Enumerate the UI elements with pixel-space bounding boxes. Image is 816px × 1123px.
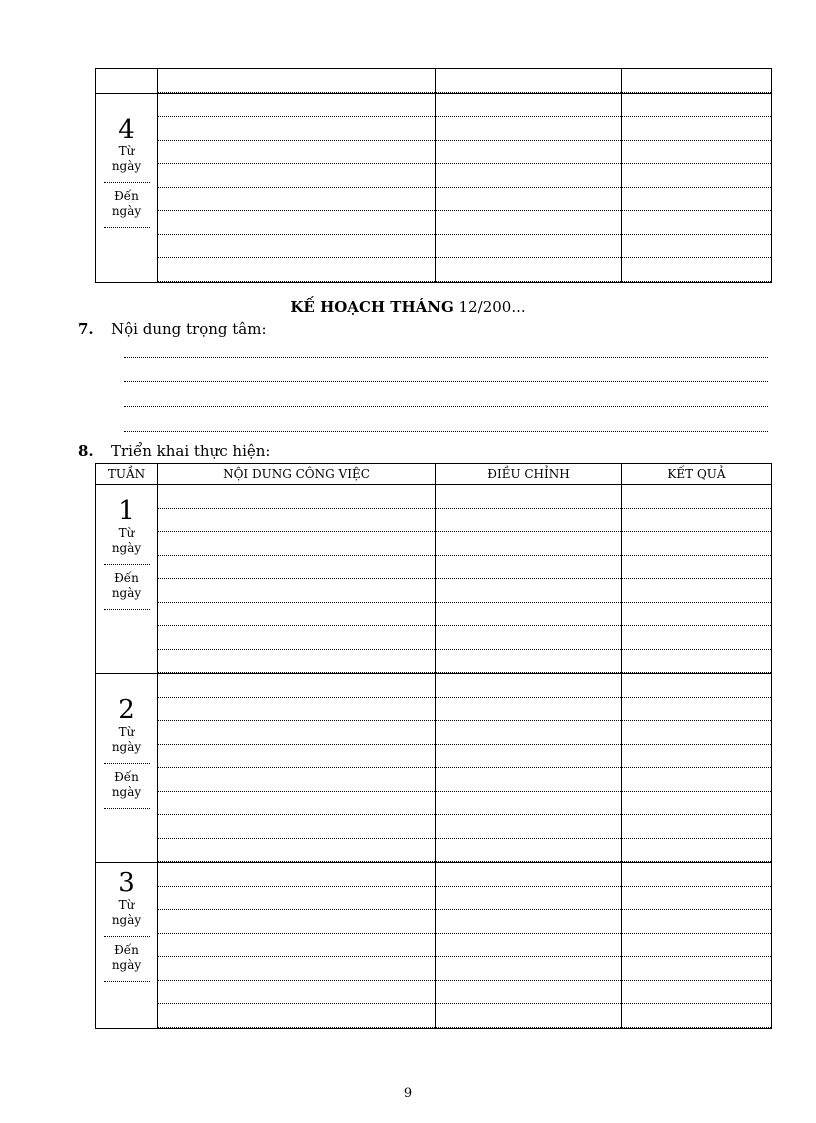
to-date-blank[interactable]	[104, 603, 150, 610]
table-row	[96, 69, 772, 94]
implementation-table	[95, 463, 772, 1029]
result-cell[interactable]	[622, 674, 772, 863]
result-cell[interactable]	[622, 485, 772, 674]
table-row	[96, 863, 772, 1029]
week-cell-2	[96, 674, 158, 863]
to-date-blank[interactable]	[104, 221, 150, 228]
adjust-cell[interactable]	[436, 69, 622, 94]
section-8-title: Triển khai thực hiện:	[111, 442, 271, 460]
key-content-line[interactable]	[124, 406, 768, 407]
content-cell[interactable]	[158, 69, 436, 94]
header-content: NỘI DUNG CÔNG VIỆC	[158, 464, 436, 485]
to-label: Đến	[114, 570, 139, 585]
key-content-line[interactable]	[124, 431, 768, 432]
table-row	[96, 93, 772, 282]
page-number: 9	[403, 1086, 413, 1101]
week-number: 1	[118, 496, 135, 526]
from-label: Từ	[118, 525, 135, 540]
from-date-blank[interactable]	[104, 558, 150, 565]
header-week: TUẦN	[96, 464, 158, 485]
week-cell-empty	[96, 69, 158, 94]
to-label: Đến	[114, 769, 139, 784]
day-label: ngày	[111, 912, 142, 927]
section-8-number: 8.	[78, 442, 94, 460]
day-label: ngày	[111, 957, 142, 972]
from-label: Từ	[118, 897, 135, 912]
key-content-line[interactable]	[124, 381, 768, 382]
day-label: ngày	[111, 739, 142, 754]
from-date-blank[interactable]	[104, 176, 150, 183]
header-adjust: ĐIỀU CHỈNH	[436, 464, 622, 485]
to-date-blank[interactable]	[104, 975, 150, 982]
month-plan-heading-year: 12/200...	[453, 298, 526, 316]
to-label: Đến	[114, 942, 139, 957]
month-plan-heading-bold: KẾ HOẠCH THÁNG	[290, 298, 454, 316]
from-label: Từ	[118, 144, 135, 159]
adjust-cell[interactable]	[436, 485, 622, 674]
adjust-cell[interactable]	[436, 93, 622, 282]
table-row	[96, 674, 772, 863]
day-label: ngày	[111, 784, 142, 799]
content-cell[interactable]	[158, 93, 436, 282]
to-label: Đến	[114, 189, 139, 204]
adjust-cell[interactable]	[436, 863, 622, 1029]
week-number: 3	[118, 868, 135, 898]
week-number: 2	[118, 695, 135, 725]
result-cell[interactable]	[622, 69, 772, 94]
content-cell[interactable]	[158, 674, 436, 863]
table-row	[96, 485, 772, 674]
content-cell[interactable]	[158, 485, 436, 674]
month-plan-heading	[0, 298, 816, 316]
result-cell[interactable]	[622, 863, 772, 1029]
week-cell-3	[96, 863, 158, 1029]
day-label: ngày	[111, 585, 142, 600]
to-date-blank[interactable]	[104, 802, 150, 809]
week-cell-4	[96, 93, 158, 282]
from-label: Từ	[118, 724, 135, 739]
adjust-cell[interactable]	[436, 674, 622, 863]
result-cell[interactable]	[622, 93, 772, 282]
table-header-row	[96, 464, 772, 485]
week-cell-1	[96, 485, 158, 674]
from-date-blank[interactable]	[104, 757, 150, 764]
day-label: ngày	[111, 204, 142, 219]
from-date-blank[interactable]	[104, 930, 150, 937]
section-7-title: Nội dung trọng tâm:	[111, 320, 267, 338]
continued-plan-table	[95, 68, 772, 283]
week-number: 4	[118, 114, 135, 145]
section-7-number: 7.	[78, 320, 94, 338]
content-cell[interactable]	[158, 863, 436, 1029]
header-result: KẾT QUẢ	[622, 464, 772, 485]
day-label: ngày	[111, 159, 142, 174]
day-label: ngày	[111, 540, 142, 555]
key-content-line[interactable]	[124, 357, 768, 358]
